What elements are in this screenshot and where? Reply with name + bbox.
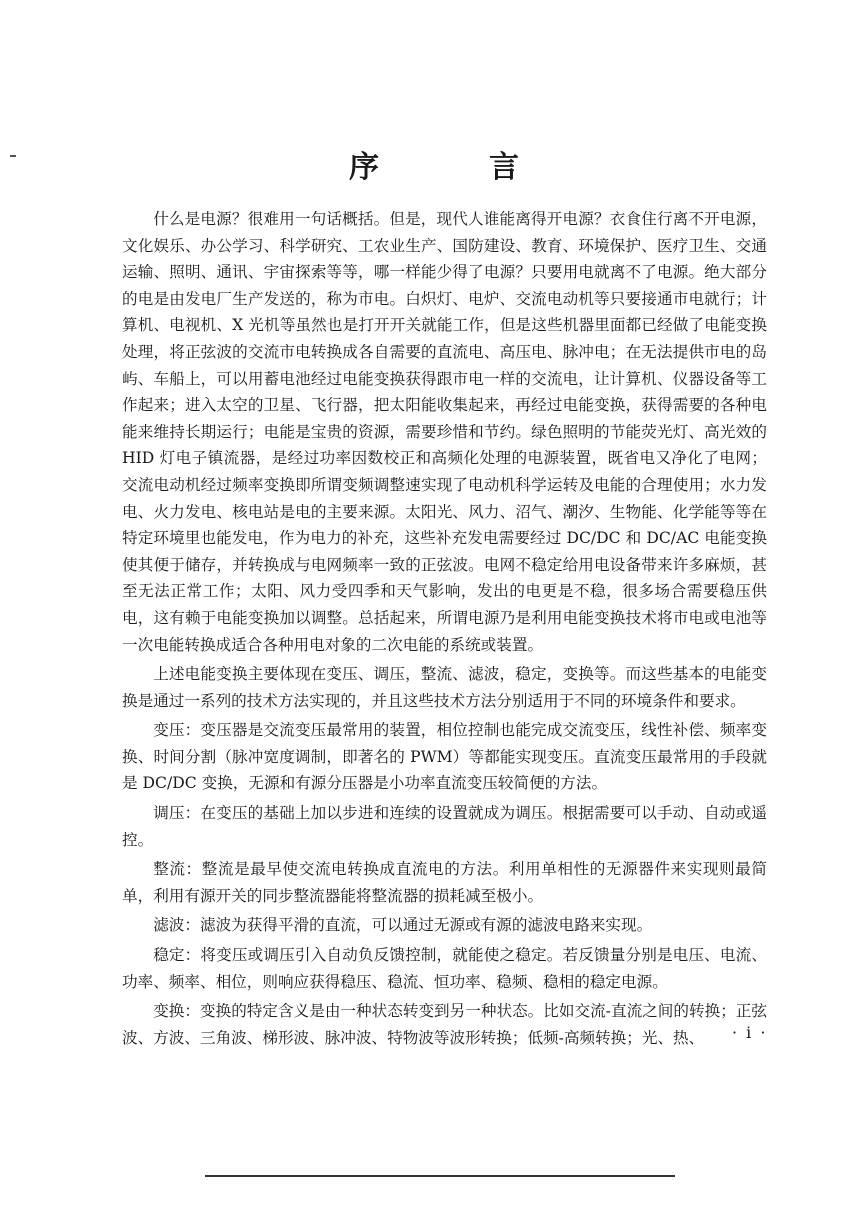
body-text [122, 206, 767, 1054]
page-title: 序 言 [349, 150, 559, 185]
paragraph-overview: 上述电能变换主要体现在变压、调压，整流、滤波，稳定，变换等。而这些基本的电能变换是通过一系列的技术方法实现的，并且这些技术方法分别适用于不同的环境条件和要求。 [122, 665, 767, 710]
paragraph-voltage-regulation: 调压：在变压的基础上加以步进和连续的设置就成为调压。根据需要可以手动、自动或遥控。 [122, 804, 767, 849]
paragraph-voltage-transform: 变压：变压器是交流变压最常用的装置，相位控制也能完成交流变压，线性补偿、频率变换、时间分割（脉冲宽度调制，即著名的 PWM）等都能实现变压。直流变压最常用的手段就是 DC/DC 变换，无源和有源分压器是小功率直流变压较简便的方法。 [122, 721, 767, 793]
paragraph-intro: 什么是电源？很难用一句话概括。但是，现代人谁能离得开电源？衣食住行离不开电源，文化娱乐、办公学习、科学研究、工农业生产、国防建设、教育、环境保护、医疗卫生、交通运输、照明、通讯、宇宙探索等等，哪一样能少得了电源？只要用电就离不了电源。绝大部分的电是由发电厂生产发送的，称为市电。白炽灯、电炉、交流电动机等只要接通市电就行；计算机、电视机、X 光机等虽然也是打开开关就能工作，但是这些机器里面都已经做了电能变换处理，将正弦波的交流市电转换成各自需要的直流电、高压电、脉冲电；在无法提供市电的岛屿、车船上，可以用蓄电池经过电能变换获得跟市电一样的交流电，让计算机、仪器设备等工作起来；进入太空的卫星、飞行器，把太阳能收集起来，再经过电能变换，获得需要的各种电能来维持长期运行；电能是宝贵的资源，需要珍惜和节约。绿色照明的节能荧光灯、高光效的 HID 灯电子镇流器，是经过功率因数校正和高频化处理的电源装置，既省电又净化了电网；交流电动机经过频率变换即所谓变频调整速实现了电动机科学运转及电能的合理使用；水力发电、火力发电、核电站是电的主要来源。太阳光、风力、沼气、潮汐、生物能、化学能等等在特定环境里也能发电，作为电力的补充，这些补充发电需要经过 DC/DC 和 DC/AC 电能变换使其便于储存，并转换成与电网频率一致的正弦波。电网不稳定给用电设备带来许多麻烦，甚至无法正常工作；太阳、风力受四季和天气影响，发出的电更是不稳，很多场合需要稳压供电，这有赖于电能变换加以调整。总括起来，所谓电源乃是利用电能变换技术将市电或电池等一次电能转换成适合各种用电对象的二次电能的系统或装置。 [122, 210, 767, 654]
paragraph-filtering: 滤波：滤波为获得平滑的直流，可以通过无源或有源的滤波电路来实现。 [153, 916, 653, 935]
page-number: · i · [732, 1023, 768, 1042]
paragraph-stabilization: 稳定：将变压或调压引入自动负反馈控制，就能使之稳定。若反馈量分别是电压、电流、功率、频率、相位，则响应获得稳压、稳流、恒功率、稳频、稳相的稳定电源。 [122, 946, 767, 991]
paragraph-rectification: 整流：整流是最早使交流电转换成直流电的方法。利用单相性的无源器件来实现则最简单，利用有源开关的同步整流器能将整流器的损耗减至极小。 [122, 860, 767, 905]
footer-rule [205, 1175, 675, 1177]
paragraph-conversion: 变换：变换的特定含义是由一种状态转变到另一种状态。比如交流-直流之间的转换；正弦波、方波、三角波、梯形波、脉冲波、特物波等波形转换；低频-高频转换；光、热、 [122, 1002, 767, 1047]
